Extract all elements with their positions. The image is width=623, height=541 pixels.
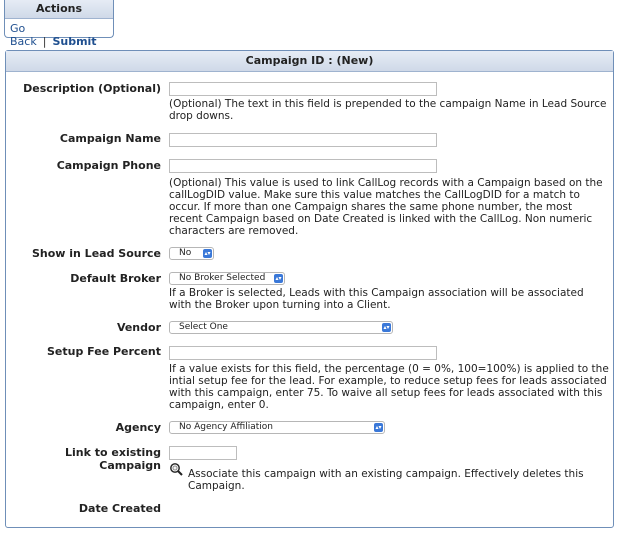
description-input[interactable] bbox=[169, 82, 437, 96]
chevron-updown-icon: ▴▾ bbox=[204, 250, 211, 257]
show-in-lead-source-value: No bbox=[179, 248, 192, 258]
default-broker-help: If a Broker is selected, Leads with this Campaign association will be associated with the Broker upon turning into a Client. bbox=[169, 287, 584, 311]
campaign-phone-help: (Optional) This value is used to link CallLog records with a Campaign based on the callLogDID value. Make sure this value matches the CallLogDID for a match to occur. If more than one Campaign shares the same phone number, the most recent Campaign based on Date Created is linked with the CallLog. Non numeric characters are removed. bbox=[169, 177, 603, 237]
agency-value: No Agency Affiliation bbox=[179, 422, 273, 432]
description-help: (Optional) The text in this field is prepended to the campaign Name in Lead Source drop downs. bbox=[169, 98, 607, 122]
actions-title: Actions bbox=[5, 0, 113, 19]
campaign-name-input[interactable] bbox=[169, 133, 437, 147]
link-existing-label: Link to existing Campaign bbox=[64, 446, 161, 472]
setup-fee-help: If a value exists for this field, the percentage (0 = 0%, 100=100%) is applied to the intial setup fee for the lead. For example, to reduce setup fees for leads associated with this campaign, enter 75. To waive all setup fees for leads associated with this campaign, enter 0. bbox=[169, 363, 609, 411]
agency-select[interactable] bbox=[169, 421, 385, 434]
chevron-updown-icon: ▴▾ bbox=[275, 275, 282, 282]
go-back-link[interactable]: Go Back bbox=[10, 22, 37, 48]
vendor-value: Select One bbox=[179, 322, 228, 332]
show-in-lead-source-label: Show in Lead Source bbox=[31, 247, 161, 260]
actions-links bbox=[5, 19, 113, 48]
date-created-label: Date Created bbox=[78, 502, 161, 515]
default-broker-value: No Broker Selected bbox=[179, 273, 266, 283]
show-in-lead-source-select[interactable] bbox=[169, 247, 214, 260]
campaign-panel bbox=[5, 50, 614, 528]
chevron-updown-icon: ▴▾ bbox=[375, 424, 382, 431]
setup-fee-input[interactable] bbox=[169, 346, 437, 360]
actions-separator: | bbox=[42, 35, 47, 48]
panel-title: Campaign ID : (New) bbox=[6, 51, 613, 72]
chevron-updown-icon: ▴▾ bbox=[383, 324, 390, 331]
vendor-select[interactable] bbox=[169, 321, 393, 334]
setup-fee-label: Setup Fee Percent bbox=[46, 345, 161, 358]
magnifier-icon[interactable] bbox=[169, 462, 183, 476]
default-broker-select[interactable] bbox=[169, 272, 285, 285]
campaign-name-label: Campaign Name bbox=[59, 132, 161, 145]
link-existing-input[interactable] bbox=[169, 446, 237, 460]
campaign-phone-label: Campaign Phone bbox=[56, 159, 161, 172]
submit-link[interactable]: Submit bbox=[52, 35, 97, 48]
vendor-label: Vendor bbox=[116, 321, 161, 334]
campaign-phone-input[interactable] bbox=[169, 159, 437, 173]
default-broker-label: Default Broker bbox=[70, 272, 161, 285]
agency-label: Agency bbox=[115, 421, 161, 434]
actions-box bbox=[4, 0, 114, 48]
description-label: Description (Optional) bbox=[23, 82, 161, 95]
link-existing-help: Associate this campaign with an existing campaign. Effectively deletes this Campaign. bbox=[188, 468, 584, 492]
